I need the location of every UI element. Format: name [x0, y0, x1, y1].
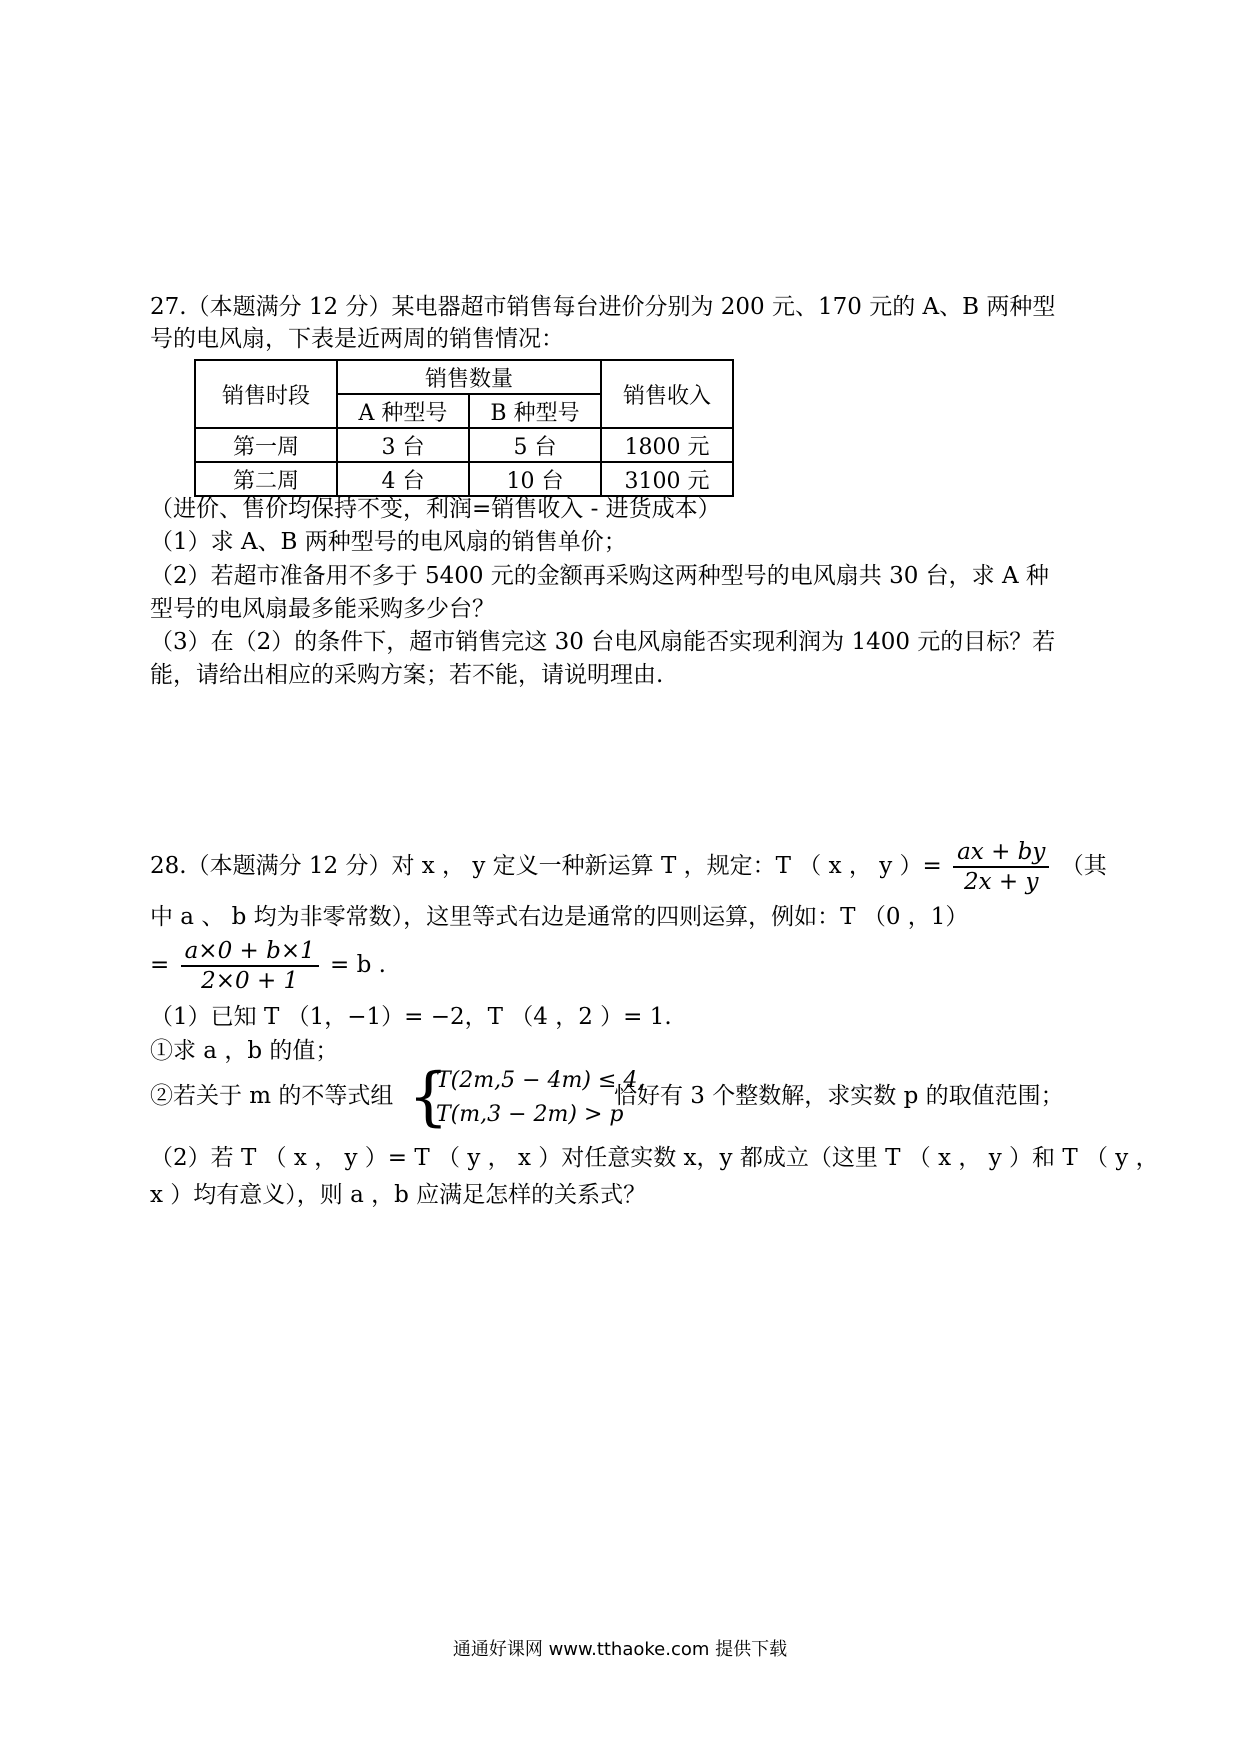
example-numerator: a×0 + b×1 [181, 937, 319, 967]
row-period: 第二周 [195, 462, 337, 496]
definition-fraction [953, 838, 1049, 896]
q28-line1-tail: （其 [1060, 853, 1107, 879]
q28-part1b-pre: ②若关于 m 的不等式组 [150, 1083, 394, 1109]
inequality-2: T(m,3 − 2m) > p [436, 1102, 624, 1127]
q28-part1b-post: 恰好有 3 个整数解，求实数 p 的取值范围； [614, 1083, 1064, 1109]
header-type-a: A 种型号 [337, 394, 469, 428]
example-denominator: 2×0 + 1 [201, 968, 299, 994]
header-period: 销售时段 [195, 360, 337, 428]
q27-part2-line1: （2）若超市准备用不多于 5400 元的金额再采购这两种型号的电风扇共 30 台，求 A 种 [150, 563, 1049, 589]
q27-part1: （1）求 A、B 两种型号的电风扇的销售单价； [150, 529, 627, 555]
q27-line2: 号的电风扇，下表是近两周的销售情况： [150, 326, 564, 352]
q28-part2-line2: x ）均有意义），则 a ，b 应满足怎样的关系式？ [150, 1182, 647, 1208]
q27-part3-line2: 能，请给出相应的采购方案；若不能，请说明理由. [150, 662, 664, 688]
row-a: 4 台 [337, 462, 469, 496]
q28-part1a: ①求 a ，b 的值； [150, 1038, 339, 1064]
q28-line1-text: 28.（本题满分 12 分）对 x ， y 定义一种新运算 T ，规定：T （ x ， y ）= [150, 853, 942, 879]
table-row [195, 428, 733, 462]
q28-part2-line1: （2）若 T （ x ， y ）= T （ y ， x ）对任意实数 x，y 都成立（这里 T （ x ， y ）和 T （ y ， [150, 1145, 1159, 1171]
footer-text: 通通好课网 www.tthaoke.com 提供下载 [452, 1639, 788, 1660]
q27-part2-line2: 型号的电风扇最多能采购多少台？ [150, 596, 495, 622]
fraction-denominator: 2x + y [963, 869, 1039, 895]
q27-part3-line1: （3）在（2）的条件下，超市销售完这 30 台电风扇能否实现利润为 1400 元的目标？若 [150, 629, 1056, 655]
example-eq: = [150, 952, 170, 978]
q28-line1 [150, 838, 1107, 896]
row-period: 第一周 [195, 428, 337, 462]
fraction-numerator: ax + by [953, 838, 1049, 868]
system-brace: { [408, 1060, 449, 1134]
table-row [195, 462, 733, 496]
header-quantity: 销售数量 [337, 360, 601, 394]
row-b: 5 台 [469, 428, 601, 462]
sales-table [194, 359, 734, 497]
header-income: 销售收入 [601, 360, 733, 428]
row-a: 3 台 [337, 428, 469, 462]
q28-line2: 中 a 、 b 均为非零常数），这里等式右边是通常的四则运算，例如：T （0 ，1） [150, 904, 969, 930]
q27-note: （进价、售价均保持不变，利润=销售收入 - 进货成本） [150, 496, 721, 522]
q27-line1: 27.（本题满分 12 分）某电器超市销售每台进价分别为 200 元、170 元的 A、B 两种型 [150, 294, 1056, 320]
q28-part1: （1）已知 T （1，−1）= −2，T （4 ，2 ）= 1. [150, 1004, 672, 1030]
row-b: 10 台 [469, 462, 601, 496]
inequality-1: T(2m,5 − 4m) ≤ 4, [436, 1068, 645, 1093]
header-type-b: B 种型号 [469, 394, 601, 428]
example-result: = b . [330, 952, 386, 978]
row-income: 1800 元 [601, 428, 733, 462]
row-income: 3100 元 [601, 462, 733, 496]
q28-example [150, 937, 386, 995]
example-fraction [181, 937, 319, 995]
